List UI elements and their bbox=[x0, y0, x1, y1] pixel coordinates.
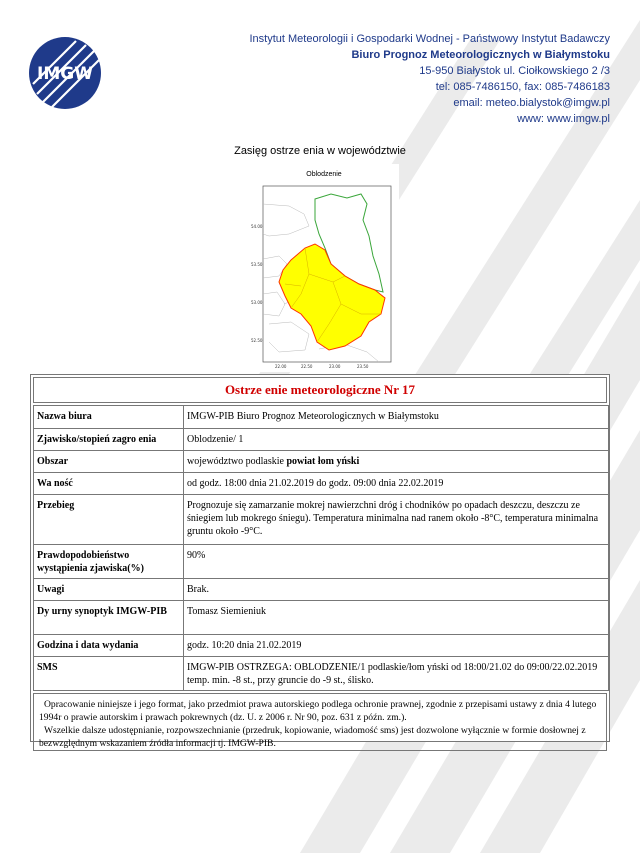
row-value: Prognozuje się zamarzanie mokrej nawierzchni dróg i chodników po opadach deszczu, deszczu ze śniegiem lub mokrego śniegu). Temperatura minimalna nad ranem około -8°C, temperatura minimalna gruntu około -9°C. bbox=[184, 495, 609, 545]
x-tick-label: 22.50 bbox=[301, 364, 313, 369]
warning-document bbox=[30, 374, 610, 749]
y-tick-label: 53.50 bbox=[251, 262, 263, 267]
logo-lettering: IMGW bbox=[37, 64, 93, 84]
map-caption: Oblodzenie bbox=[306, 171, 342, 178]
table-row bbox=[34, 495, 609, 545]
row-label: Wa ność bbox=[34, 473, 184, 495]
row-value bbox=[184, 451, 609, 473]
table-row bbox=[34, 429, 609, 451]
warning-table bbox=[33, 405, 609, 691]
table-row bbox=[34, 635, 609, 657]
warning-title: Ostrze enie meteorologiczne Nr 17 bbox=[33, 377, 607, 403]
row-value: IMGW-PIB Biuro Prognoz Meteorologicznych w Białymstoku bbox=[184, 406, 609, 429]
row-label: Zjawisko/stopień zagro enia bbox=[34, 429, 184, 451]
bureau-name: Biuro Prognoz Meteorologicznych w Białymstoku bbox=[351, 49, 610, 61]
table-row bbox=[34, 451, 609, 473]
bureau-address: 15-950 Białystok ul. Ciołkowskiego 2 /3 bbox=[419, 65, 610, 77]
map-title: Zasięg ostrze enia w województwie bbox=[234, 145, 406, 157]
row-value: 90% bbox=[184, 545, 609, 579]
row-label: Przebieg bbox=[34, 495, 184, 545]
row-label: Dy urny synoptyk IMGW-PIB bbox=[34, 601, 184, 635]
bureau-website[interactable]: www: www.imgw.pl bbox=[517, 113, 610, 125]
bureau-email[interactable]: email: meteo.bialystok@imgw.pl bbox=[453, 97, 610, 109]
row-value: IMGW-PIB OSTRZEGA: OBLODZENIE/1 podlaskie/łom yński od 18:00/21.02 do 09:00/22.02.2019 temp. min. -8 st., przy gruncie do -9 st., ślisko. bbox=[184, 657, 609, 691]
table-row bbox=[34, 579, 609, 601]
table-row bbox=[34, 473, 609, 495]
y-tick-label: 53.00 bbox=[251, 300, 263, 305]
row-label: Nazwa biura bbox=[34, 406, 184, 429]
row-value: Tomasz Siemieniuk bbox=[184, 601, 609, 635]
distribution-paragraph: Wszelkie dalsze udostępnianie, rozpowszechnianie (przedruk, kopiowanie, wiadomość sms) jest dozwolone wyłącznie w formie dosłownej z bezwzględnym wskazaniem źródła informacji tj. IMGW-PIB. bbox=[39, 725, 586, 749]
institute-header bbox=[249, 31, 610, 127]
table-row bbox=[34, 406, 609, 429]
row-label: Prawdopodobieństwo wystąpienia zjawiska(%) bbox=[34, 545, 184, 579]
x-tick-label: 23.50 bbox=[357, 364, 369, 369]
y-tick-label: 54.00 bbox=[251, 224, 263, 229]
voivodeship-map-svg bbox=[249, 164, 399, 372]
area-voivodeship: województwo podlaskie bbox=[187, 456, 287, 467]
row-label: Uwagi bbox=[34, 579, 184, 601]
row-value: godz. 10:20 dnia 21.02.2019 bbox=[184, 635, 609, 657]
row-value: Oblodzenie/ 1 bbox=[184, 429, 609, 451]
table-row bbox=[34, 545, 609, 579]
bureau-phone: tel: 085-7486150, fax: 085-7486183 bbox=[435, 81, 610, 93]
row-label: Godzina i data wydania bbox=[34, 635, 184, 657]
copyright-notice bbox=[33, 693, 607, 751]
table-row bbox=[34, 657, 609, 691]
row-value: od godz. 18:00 dnia 21.02.2019 do godz. 09:00 dnia 22.02.2019 bbox=[184, 473, 609, 495]
copyright-paragraph: Opracowanie niniejsze i jego format, jako przedmiot prawa autorskiego podlega ochronie prawnej, zgodnie z przepisami ustawy z dnia 4 lutego 1994r o prawie autorskim i prawach pokrewnych (dz. U. z 2006 r. Nr 90, poz. 631 z późn. zm.). bbox=[39, 699, 597, 723]
x-tick-label: 23.00 bbox=[329, 364, 341, 369]
table-row bbox=[34, 601, 609, 635]
institute-name: Instytut Meteorologii i Gospodarki Wodnej - Państwowy Instytut Badawczy bbox=[249, 33, 610, 45]
x-tick-label: 22.00 bbox=[275, 364, 287, 369]
warning-map bbox=[249, 164, 399, 372]
row-label: Obszar bbox=[34, 451, 184, 473]
row-value: Brak. bbox=[184, 579, 609, 601]
area-county: powiat łom yński bbox=[286, 456, 360, 467]
imgw-logo bbox=[28, 36, 102, 110]
y-tick-label: 52.50 bbox=[251, 338, 263, 343]
row-label: SMS bbox=[34, 657, 184, 691]
